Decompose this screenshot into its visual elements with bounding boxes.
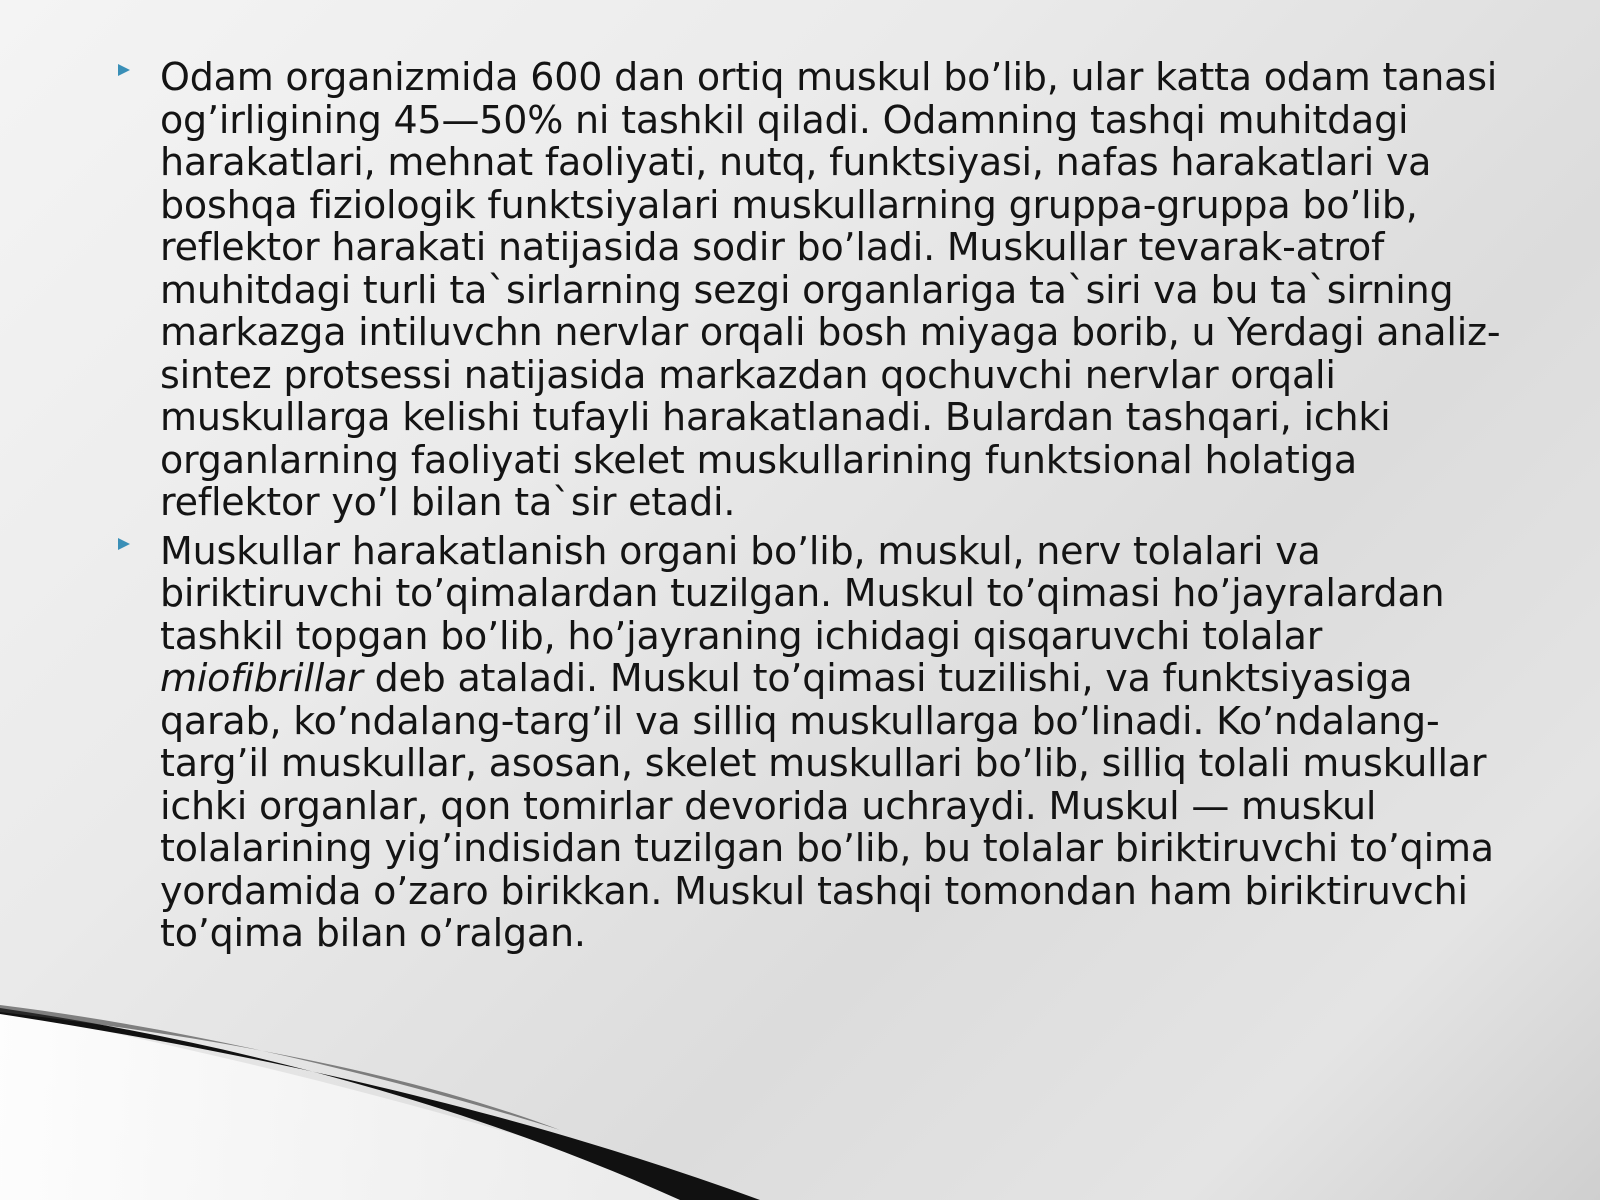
- bullet-arrow-icon: [118, 538, 130, 550]
- bullet-list: [112, 56, 1512, 961]
- bullet-item: [112, 530, 1512, 955]
- bullet-text-part: Muskullar harakatlanish organi bo’lib, muskul, nerv tolalari va biriktiruvchi to’qimalardan tuzilgan. Muskul to’qimasi ho’jayralardan tashkil topgan bo’lib, ho’jayraning ichidagi qisqaruvchi tolalar: [160, 528, 1445, 658]
- bullet-text: Odam organizmida 600 dan ortiq muskul bo’lib, ular katta odam tanasi og’irligining 45—50% ni tashkil qiladi. Odamning tashqi muhitdagi harakatlari, mehnat faoliyati, nutq, funktsiyasi, nafas harakatlari va boshqa fiziologik funktsiyalari muskullarning gruppa-gruppa bo’lib, reflektor harakati natijasida sodir bo’ladi. Muskullar tevarak-atrof muhitdagi turli ta`sirlarning sezgi organlariga ta`siri va bu ta`sirning markazga intiluvchn nervlar orqali bosh miyaga borib, u Yerdagi analiz-sintez protsessi natijasida markazdan qochuvchi nervlar orqali muskullarga kelishi tufayli harakatlanadi. Bulardan tashqari, ichki organlarning faoliyati skelet muskullarining funktsional holatiga reflektor yo’l bilan ta`sir etadi.: [160, 55, 1501, 524]
- bullet-text-part: deb ataladi. Muskul to’qimasi tuzilishi, va funktsiyasiga qarab, ko’ndalang-targ’il va silliq muskullarga bo’linadi. Ko’ndalang-targ’il muskullar, asosan, skelet muskullari bo’lib, silliq tolali muskullar ichki organlar, qon tomirlar devorida uchraydi. Muskul — muskul tolalarining yig’indisidan tuzilgan bo’lib, bu tolalar biriktiruvchi to’qima yordamida o’zaro birikkan. Muskul tashqi tomondan ham biriktiruvchi to’qima bilan o’ralgan.: [160, 656, 1494, 955]
- italic-term: miofibrillar: [160, 656, 363, 700]
- bullet-text: [160, 530, 1512, 955]
- bullet-arrow-icon: [118, 64, 130, 76]
- bullet-item: [112, 56, 1512, 524]
